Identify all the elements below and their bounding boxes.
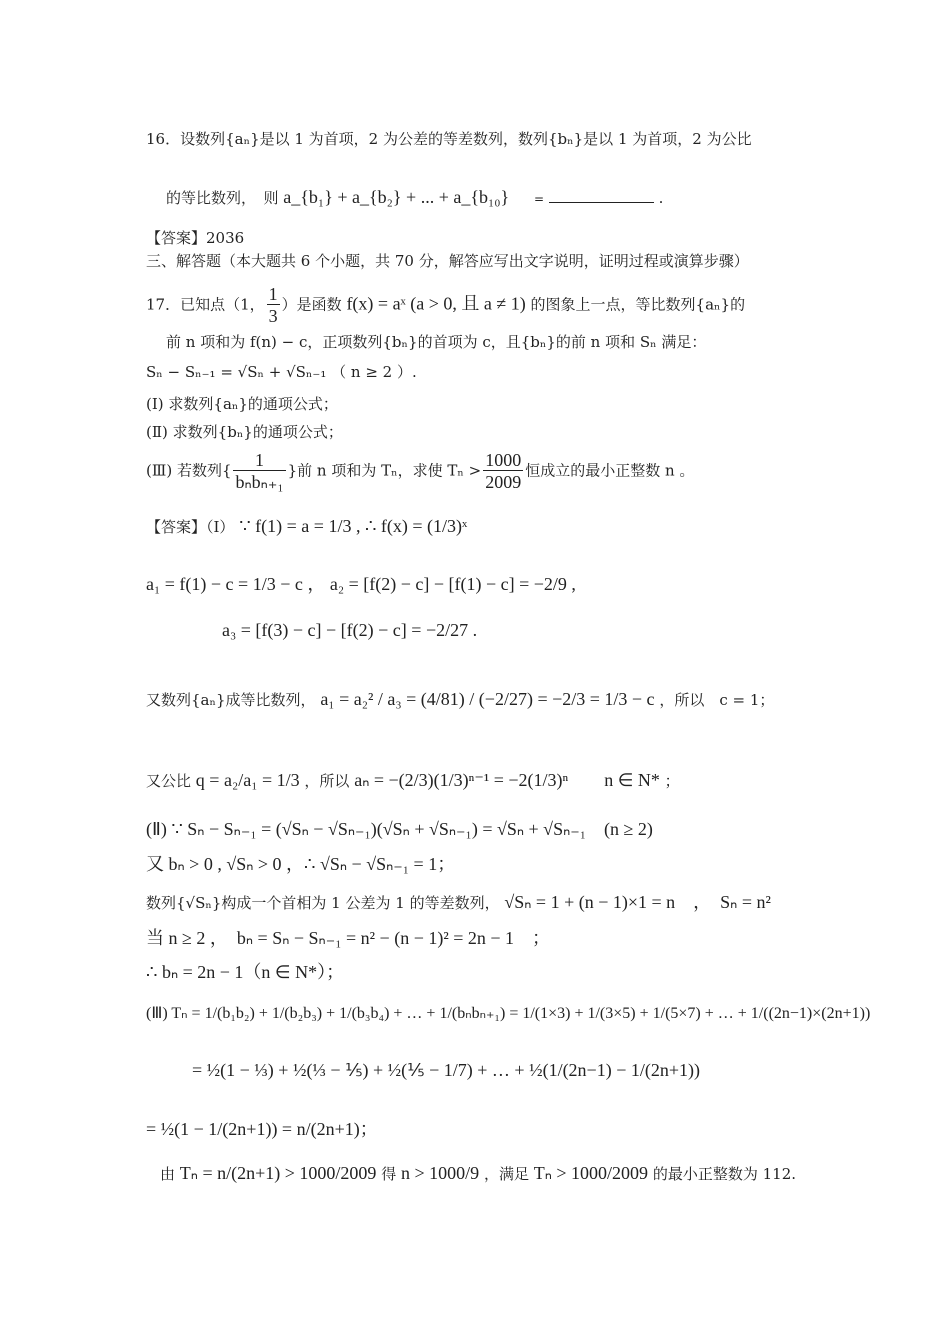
- q16-answer-blank: [549, 186, 654, 203]
- answer17-line11: (Ⅲ) Tₙ = 1/(b₁b₂) + 1/(b₂b₃) + 1/(b₃b₄) + … + 1/(bₙbₙ₊₁) = 1/(1×3) + 1/(3×5) + 1/(5×7) + … + 1/((2n−1)×(2n+1)): [146, 1005, 871, 1022]
- q17-part1: (Ⅰ) 求数列{aₙ}的通项公式；: [146, 395, 338, 413]
- answer17-line7: 又 bₙ > 0 , √Sₙ > 0 ，∴ √Sₙ − √Sₙ₋₁ = 1；: [146, 854, 456, 874]
- answer17-l5-expr: q = a₂/a₁ = 1/3: [195, 770, 300, 790]
- answer17-expr1: ∵ f(1) = a = 1/3 , ∴ f(x) = (1/3)ˣ: [239, 516, 468, 536]
- answer17-line9: 当 n ≥ 2 ， bₙ = Sₙ − Sₙ₋₁ = n² − (n − 1)² = 2n − 1 ；: [146, 928, 551, 948]
- q17-point-num: 1: [268, 284, 278, 304]
- answer17-l5-text: 又公比: [146, 772, 192, 790]
- q16-line2: [166, 186, 663, 208]
- q17-part3-c: 恒成立的最小正整数 n 。: [525, 461, 695, 480]
- answer17-l5-expr2: aₙ = −(2/3)(1/3)ⁿ⁻¹ = −2(1/3)ⁿ n ∈ N*: [354, 770, 660, 790]
- q17-line2: 前 n 项和为 f(n) − c，正项数列{bₙ}的首项为 c，且{bₙ}的前 n 项和 Sₙ 满足：: [166, 333, 707, 351]
- answer17-l4-end: ，所以 c = 1；: [659, 691, 775, 709]
- q17-part3-fraction: [233, 450, 285, 493]
- answer17-l5-end: ；: [664, 772, 680, 790]
- q17-part3-num: 1: [233, 450, 285, 471]
- answer17-line1: [146, 516, 467, 537]
- answer17-l14-g: 的最小正整数为 112.: [652, 1165, 797, 1183]
- q17-part3-num2: 1000: [485, 450, 522, 470]
- q17-part3-den2: 2009: [485, 472, 522, 492]
- answer17-line4: [146, 689, 774, 710]
- q17-part3-den: bₙbₙ₊₁: [235, 472, 284, 492]
- answer17-line14: [160, 1163, 796, 1184]
- q17-point-fraction: [267, 284, 280, 327]
- q17-part3-a: (Ⅲ) 若数列{: [146, 461, 232, 480]
- answer17-l14-c: 得: [381, 1165, 397, 1183]
- answer17-line13: = ½(1 − 1/(2n+1)) = n/(2n+1)；: [146, 1119, 378, 1139]
- q17-line3: Sₙ − Sₙ₋₁ = √Sₙ + √Sₙ₋₁ （ n ≥ 2 ）.: [146, 363, 417, 381]
- answer17-line5: [146, 766, 680, 792]
- q17-part3-b: }前 n 项和为 Tₙ，求使 Tₙ >: [287, 461, 482, 480]
- answer17-line3: a₃ = [f(3) − c] − [f(2) − c] = −2/27 .: [222, 620, 478, 640]
- answer17-l14-b: Tₙ = n/(2n+1) > 1000/2009: [179, 1163, 377, 1183]
- answer17-head: 【答案】（Ⅰ）: [146, 518, 235, 536]
- q16-sum-expression: a_{b₁} + a_{b₂} + ... + a_{b₁₀}: [283, 187, 510, 207]
- answer17-l14-d: n > 1000/9: [401, 1163, 480, 1183]
- q17-part3: [146, 450, 694, 493]
- q16-equals: =: [533, 192, 545, 206]
- answer17-line2: a₁ = f(1) − c = 1/3 − c ， a₂ = [f(2) − c] − [f(1) − c] = −2/9 ,: [146, 574, 576, 594]
- q16-line1-text: 16．设数列{aₙ}是以 1 为首项，2 为公差的等差数列，数列{bₙ}是以 1 为首项，2 为公比: [146, 130, 752, 148]
- q17-mid: ）是函数: [281, 295, 342, 314]
- answer17-l14-e: ，满足: [483, 1165, 529, 1183]
- answer17-l5-mid: ，所以: [304, 772, 350, 790]
- q16-period: .: [658, 189, 664, 207]
- q17-end: 的图象上一点，等比数列{aₙ}的: [530, 295, 746, 314]
- answer17-line6: (Ⅱ) ∵ Sₙ − Sₙ₋₁ = (√Sₙ − √Sₙ₋₁)(√Sₙ + √Sₙ₋₁) = √Sₙ + √Sₙ₋₁ (n ≥ 2): [146, 819, 653, 839]
- answer17-l4-expr: a₁ = a₂² / a₃ = (4/81) / (−2/27) = −2/3 = 1/3 − c: [320, 689, 655, 709]
- answer17-l8-b: √Sₙ = 1 + (n − 1)×1 = n ， Sₙ = n²: [504, 892, 771, 912]
- answer17-line12: = ½(1 − ⅓) + ½(⅓ − ⅕) + ½(⅕ − 1/7) + … + ½(1/(2n−1) − 1/(2n+1)): [192, 1060, 700, 1080]
- q16-line1: [146, 128, 752, 149]
- section-3-heading: 三、解答题（本大题共 6 个小题，共 70 分，解答应写出文字说明，证明过程或演算步骤）: [146, 252, 749, 270]
- answer17-line8: [146, 888, 771, 914]
- q17-line1: [146, 284, 745, 327]
- q17-intro: 17．已知点（1，: [146, 295, 265, 314]
- q17-point-den: 3: [268, 306, 278, 326]
- q16-line2-text: 的等比数列， 则: [166, 189, 279, 207]
- answer17-l14-a: 由: [160, 1165, 176, 1183]
- q17-part2: (Ⅱ) 求数列{bₙ}的通项公式；: [146, 423, 343, 441]
- answer17-l8-a: 数列{√Sₙ}构成一个首相为 1 公差为 1 的等差数列，: [146, 894, 500, 912]
- answer17-line10: ∴ bₙ = 2n − 1（n ∈ N*）；: [146, 962, 345, 982]
- answer-16: 【答案】2036: [146, 229, 245, 247]
- answer17-l14-f: Tₙ > 1000/2009: [533, 1163, 649, 1183]
- q17-function: f(x) = aˣ (a > 0, 且 a ≠ 1): [346, 293, 526, 314]
- q17-part3-fraction2: [483, 450, 523, 493]
- answer17-l4-text: 又数列{aₙ}成等比数列，: [146, 691, 316, 709]
